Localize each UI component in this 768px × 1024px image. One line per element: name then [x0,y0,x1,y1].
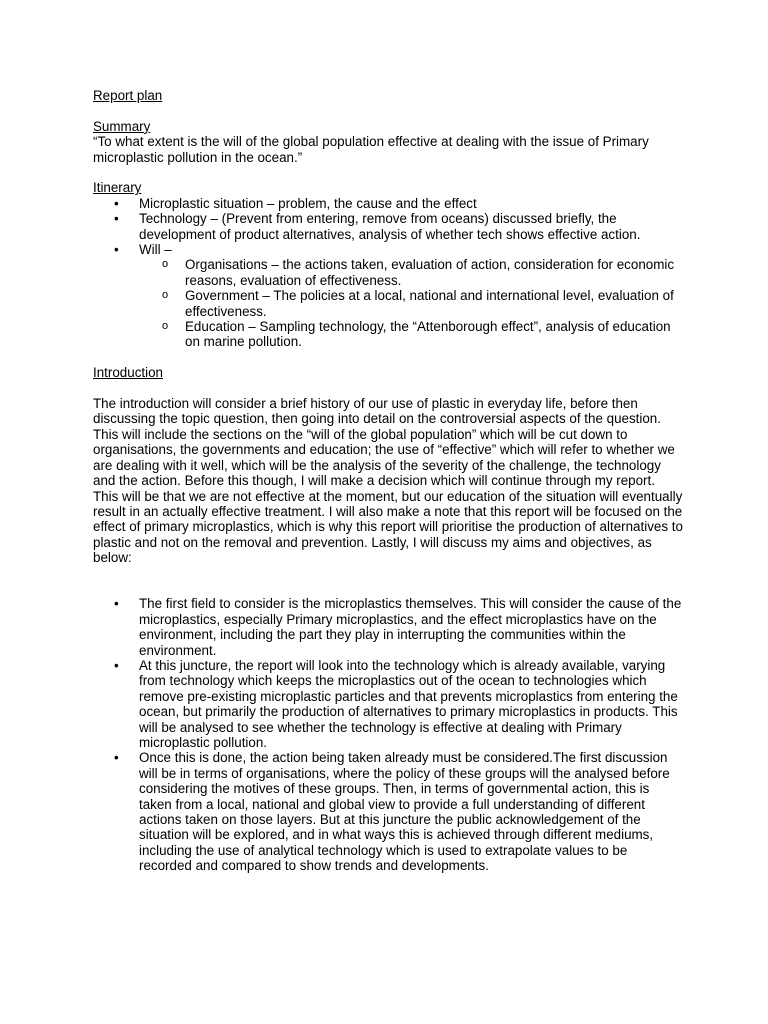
document-page [93,88,683,874]
spacer [93,350,683,365]
itinerary-item: • Microplastic situation – problem, the cause and the effect [93,196,683,211]
aim-item: • At this juncture, the report will look into the technology which is already available, varying from technology which keeps the microplastics out of the ocean to technologies which remove pre-existing microplastic particles and that prevents microplastics from entering the ocean, but primarily the production of alternatives to primary microplastics in products. This will be analysed to see whether the technology is effective at dealing with Primary microplastic pollution. [93,658,683,750]
spacer [93,581,683,596]
spacer [93,566,683,581]
introduction-text: The introduction will consider a brief history of our use of plastic in everyday life, before then discussing the topic question, then going into detail on the controversial aspects of the question. This will include the sections on the “will of the global population” which will be cut down to organisations, the governments and education; the use of “effective” which will refer to whether we are dealing with it well, which will be the analysis of the severity of the challenge, the technology and the action. Before this though, I will make a decision which will continue through my report. This will be that we are not effective at the moment, but our education of the situation will eventually result in an actually effective treatment. I will also make a note that this report will be focused on the effect of primary microplastics, which is why this report will prioritise the production of alternatives to plastic and not on the removal and prevention. Lastly, I will discuss my aims and objectives, as below: [93,396,683,566]
spacer [93,381,683,396]
aim-item: • The first field to consider is the microplastics themselves. This will consider the cause of the microplastics, especially Primary microplastics, and the effect microplastics have on the environment, including the part they play in interrupting the communities within the environment. [93,596,683,658]
itinerary-item: • Technology – (Prevent from entering, remove from oceans) discussed briefly, the development of product alternatives, analysis of whether tech shows effective action. [93,211,683,242]
will-sublist [139,257,683,349]
itinerary-heading: Itinerary [93,180,142,196]
summary-heading: Summary [93,118,151,134]
summary-text: “To what extent is the will of the global population effective at dealing with the issue of Primary microplastic pollution in the ocean.” [93,134,649,165]
introduction-heading: Introduction [93,365,163,381]
will-subitem: o Education – Sampling technology, the “Attenborough effect”, analysis of education on marine pollution. [93,319,683,350]
itinerary-item: • Will – o Organisations – the actions taken, evaluation of action, consideration for economic reasons, evaluation of effectiveness. o Government – The policies at a local, national and international level, evaluation of effectiveness. o Education – Sampling technology, the “Attenborough effect”, analysis of education on marine pollution. [93,242,683,350]
spacer [93,103,683,118]
aims-list [93,596,683,873]
itinerary-list [93,196,683,350]
aim-item: • Once this is done, the action being taken already must be considered.The first discussion will be in terms of organisations, where the policy of these groups will the analysed before considering the motives of these groups. Then, in terms of governmental action, this is taken from a local, national and global view to provide a full understanding of different actions taken on those layers. But at this juncture the public acknowledgement of the situation will be explored, and in what ways this is achieved through different mediums, including the use of analytical technology which is used to extrapolate values to be recorded and compared to show trends and developments. [93,750,683,873]
will-subitem: o Government – The policies at a local, national and international level, evaluation of effectiveness. [93,288,683,319]
spacer [93,165,683,180]
will-subitem: o Organisations – the actions taken, evaluation of action, consideration for economic reasons, evaluation of effectiveness. [93,257,683,288]
report-title: Report plan [93,88,163,103]
